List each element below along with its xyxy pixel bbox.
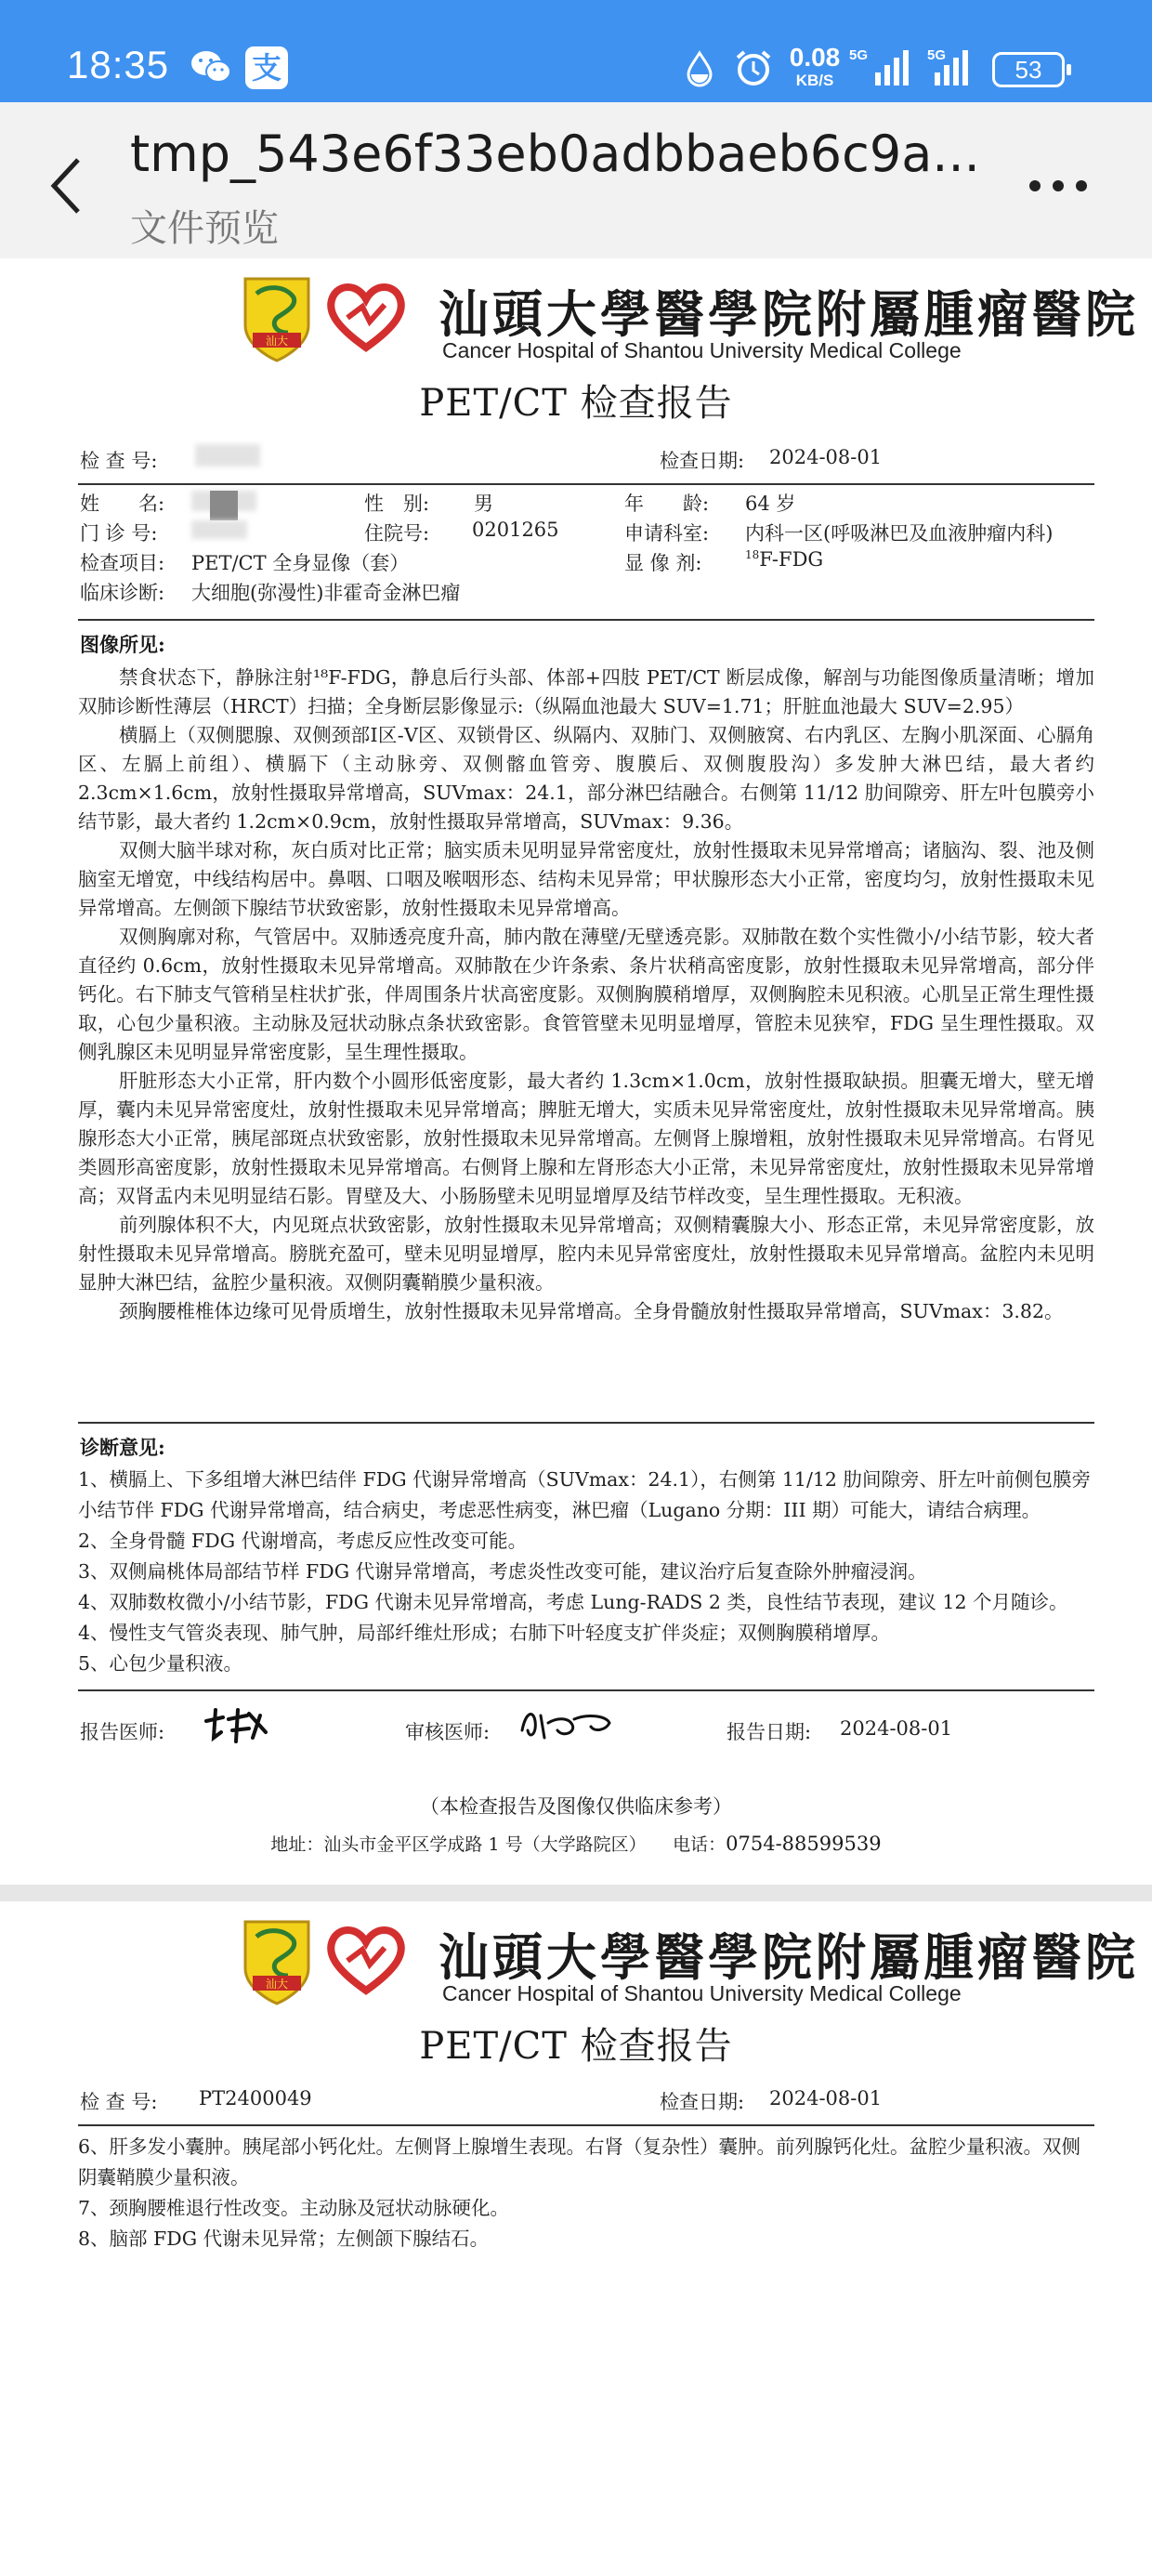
- divider: [78, 483, 1094, 485]
- hospital-header: [240, 1918, 1139, 2011]
- sex-value: 男: [474, 493, 493, 515]
- findings-heading: 图像所见:: [80, 633, 165, 656]
- drop-icon: [684, 50, 715, 92]
- dept-value: 内科一区(呼吸淋巴及血液肿瘤内科): [745, 522, 1054, 545]
- diagnosis-item: 7、颈胸腰椎退行性改变。主动脉及冠状动脉硬化。: [78, 2197, 510, 2219]
- title-bar: [0, 102, 1152, 258]
- diagnosis-item: 3、双侧扁桃体局部结节样 FDG 代谢异常增高，考虑炎性改变可能，建议治疗后复查除外肿瘤浸润。: [78, 1560, 927, 1583]
- diagnosis-item: 5、心包少量积液。: [78, 1652, 243, 1675]
- findings-paragraph: 肝脏形态大小正常，肝内数个小圆形低密度影，最大者约 1.3cm×1.0cm，放射性摄取缺损。胆囊无增大，壁无增厚，囊内未见异常密度灶，放射性摄取未见异常增高；脾脏无增大，实质未见异常密度灶，放射性摄取未见异常增高。胰腺形态大小正常，胰尾部斑点状致密影，放射性摄取未见异常增高。左侧肾上腺增粗，放射性摄取未见异常增高。右肾见类圆形高密度影，放射性摄取未见异常增高。右侧肾上腺和左肾形态大小正常，未见异常密度灶，放射性摄取未见异常增高；双肾盂内未见明显结石影。胃壁及大、小肠肠壁未见明显增厚及结节样改变，呈生理性摄取。无积液。: [78, 1070, 1094, 1207]
- signal-icon-2: [925, 46, 1000, 92]
- network-speed: 0.08 KB/S: [789, 43, 841, 89]
- report-date: 2024-08-01: [840, 1717, 953, 1740]
- inpatient-no-label: 住院号:: [364, 522, 430, 545]
- report-date-label: 报告日期:: [727, 1721, 812, 1743]
- exam-date-label: 检查日期:: [660, 450, 745, 472]
- hospital-header: [240, 275, 1139, 368]
- redacted-clinic-no: [191, 520, 247, 539]
- divider: [78, 619, 1094, 621]
- page-separator: [0, 1885, 1152, 1901]
- status-time: 18:35: [67, 43, 170, 86]
- more-dots-icon: [1026, 167, 1091, 204]
- back-arrow-icon: [41, 149, 97, 223]
- divider: [78, 1689, 1094, 1691]
- svg-text:5G: 5G: [927, 47, 947, 63]
- wechat-icon: [190, 48, 232, 90]
- exam-no: PT2400049: [199, 2087, 312, 2109]
- reporter-signature-icon: [201, 1704, 271, 1747]
- findings-body: [78, 664, 1094, 1326]
- clinic-no-label: 门 诊 号:: [80, 522, 158, 545]
- alarm-icon: [734, 48, 773, 92]
- signal-icon: [847, 46, 922, 92]
- reviewer-signature-icon: [517, 1702, 619, 1745]
- svg-text:5G: 5G: [849, 47, 869, 63]
- diagnosis-list-continued: [78, 2132, 1094, 2254]
- exam-no-label: 检 查 号:: [80, 450, 158, 472]
- exam-item-label: 检查项目:: [80, 552, 165, 574]
- exam-date: 2024-08-01: [769, 446, 883, 468]
- hospital-name-en: Cancer Hospital of Shantou University Medical College: [442, 1981, 962, 2005]
- agent-label: 显 像 剂:: [624, 552, 702, 574]
- hospital-name-cn: 汕頭大學醫學院附屬腫瘤醫院: [439, 284, 1139, 344]
- divider: [78, 2124, 1094, 2126]
- age-label: 年 龄:: [624, 493, 710, 515]
- exam-item: PET/CT 全身显像（套）: [191, 552, 410, 574]
- findings-paragraph: 双侧大脑半球对称，灰白质对比正常；脑实质未见明显异常密度灶，放射性摄取未见异常增高；诸脑沟、裂、池及侧脑室无增宽，中线结构居中。鼻咽、口咽及喉咽形态、结构未见异常；甲状腺形态大小正常，密度均匀，放射性摄取未见异常增高。左侧颌下腺结节状致密影，放射性摄取未见异常增高。: [78, 839, 1094, 919]
- report-title: PET/CT 检查报告: [419, 2025, 733, 2068]
- redacted-name: [210, 491, 238, 520]
- hospital-name-en: Cancer Hospital of Shantou University Medical College: [442, 338, 962, 362]
- document-page-2: [0, 1901, 1152, 2576]
- diagnosis-list: [78, 1465, 1094, 1679]
- diagnosis-item: 8、脑部 FDG 代谢未见异常；左侧颌下腺结石。: [78, 2228, 490, 2250]
- reporter-label: 报告医师:: [80, 1721, 165, 1743]
- reviewer-label: 审核医师:: [405, 1721, 491, 1743]
- divider: [78, 1422, 1094, 1424]
- status-bar: [0, 0, 1152, 102]
- diagnosis-item: 4、慢性支气管炎表现、肺气肿，局部纤维灶形成；右肺下叶轻度支扩伴炎症；双侧胸膜稍增厚。: [78, 1622, 891, 1644]
- svg-text:汕大: 汕大: [265, 1978, 289, 1991]
- name-label: 姓 名:: [80, 493, 165, 515]
- more-options-button[interactable]: [1026, 167, 1091, 204]
- file-title: tmp_543e6f33eb0adbbaeb6c9a...: [130, 125, 980, 183]
- redacted-exam-no: [195, 444, 260, 467]
- diagnosis-item: 6、肝多发小囊肿。胰尾部小钙化灶。左侧肾上腺增生表现。右肾（复杂性）囊肿。前列腺钙化灶。盆腔少量积液。双侧阴囊鞘膜少量积液。: [78, 2136, 1081, 2188]
- findings-paragraph: 横膈上（双侧腮腺、双侧颈部Ⅰ区-Ⅴ区、双锁骨区、纵隔内、双肺门、双侧腋窝、右内乳区、左胸小肌深面、心膈角区、左膈上前组）、横膈下（主动脉旁、双侧髂血管旁、腹膜后、双侧腹股沟）多发肿大淋巴结，最大者约2.3cm×1.6cm，放射性摄取异常增高，SUVmax：24.1，部分淋巴结融合。右侧第 11/12 肋间隙旁、肝左叶包膜旁小结节影，最大者约 1.2cm×0.9cm，放射性摄取异常增高，SUVmax：9.36。: [78, 724, 1094, 833]
- age-value: 64 岁: [745, 493, 796, 515]
- hospital-heart-logo-icon: [325, 281, 407, 353]
- file-subtitle: 文件预览: [130, 207, 279, 250]
- report-title: PET/CT 检查报告: [419, 382, 733, 425]
- clinical-diagnosis: 大细胞(弥漫性)非霍奇金淋巴瘤: [191, 582, 461, 604]
- diagnosis-item: 4、双肺数枚微小/小结节影，FDG 代谢未见异常增高，考虑 Lung-RADS 2 类，良性结节表现，建议 12 个月随诊。: [78, 1591, 1068, 1613]
- exam-no-label: 检 查 号:: [80, 2091, 158, 2113]
- footer-note: （本检查报告及图像仅供临床参考）: [420, 1795, 732, 1818]
- diagnosis-item: 2、全身骨髓 FDG 代谢增高，考虑反应性改变可能。: [78, 1530, 528, 1552]
- findings-paragraph: 双侧胸廓对称，气管居中。双肺透亮度升高，肺内散在薄壁/无壁透亮影。双肺散在数个实性微小/小结节影，较大者直径约 0.6cm，放射性摄取未见异常增高。双肺散在少许条索、条片状稍高密度影，放射性摄取未见异常增高，部分伴钙化。右下肺支气管稍呈柱状扩张，伴周围条片状高密度影。双侧胸膜稍增厚，双侧胸腔未见积液。心肌呈正常生理性摄取，心包少量积液。主动脉及冠状动脉点条状致密影。食管管壁未见明显增厚，管腔未见狭窄，FDG 呈生理性摄取。双侧乳腺区未见明显异常密度影，呈生理性摄取。: [78, 926, 1094, 1063]
- diagnosis-heading: 诊断意见:: [80, 1436, 165, 1459]
- exam-date-label: 检查日期:: [660, 2091, 745, 2113]
- dept-label: 申请科室:: [624, 522, 710, 545]
- alipay-icon: 支: [245, 46, 288, 89]
- exam-date: 2024-08-01: [769, 2087, 883, 2109]
- findings-paragraph: 禁食状态下，静脉注射¹⁸F-FDG，静息后行头部、体部+四肢 PET/CT 断层成像，解剖与功能图像质量清晰；增加双肺诊断性薄层（HRCT）扫描；全身断层影像显示:（纵隔血池最大 SUV=1.71；肝脏血池最大 SUV=2.95）: [78, 666, 1094, 717]
- clinical-diagnosis-label: 临床诊断:: [80, 582, 165, 604]
- diagnosis-item: 1、横膈上、下多组增大淋巴结伴 FDG 代谢异常增高（SUVmax：24.1），右侧第 11/12 肋间隙旁、肝左叶前侧包膜旁小结节伴 FDG 代谢异常增高，结合病史，考虑恶性病变，淋巴瘤（Lugano 分期：III 期）可能大，请结合病理。: [78, 1468, 1091, 1521]
- university-emblem-icon: [240, 1918, 314, 2007]
- footer-address: 地址：汕头市金平区学成路 1 号（大学路院区） 电话：0754-88599539: [270, 1833, 882, 1855]
- agent-value: $^{18}$F-FDG: [745, 548, 824, 571]
- hospital-name-cn: 汕頭大學醫學院附屬腫瘤醫院: [439, 1927, 1139, 1987]
- document-page-1: [0, 258, 1152, 1885]
- sex-label: 性 别:: [364, 493, 430, 515]
- back-button[interactable]: [41, 149, 97, 223]
- hospital-heart-logo-icon: [325, 1924, 407, 1996]
- findings-paragraph: 颈胸腰椎椎体边缘可见骨质增生，放射性摄取未见异常增高。全身骨髓放射性摄取异常增高，SUVmax：3.82。: [119, 1300, 1064, 1322]
- inpatient-no: 0201265: [472, 519, 559, 541]
- university-emblem-icon: [240, 275, 314, 364]
- svg-text:汕大: 汕大: [265, 335, 289, 348]
- battery-icon: 53: [992, 52, 1065, 87]
- findings-paragraph: 前列腺体积不大，内见斑点状致密影，放射性摄取未见异常增高；双侧精囊腺大小、形态正常，未见异常密度影，放射性摄取未见异常增高。膀胱充盈可，壁未见明显增厚，腔内未见异常密度灶，放射性摄取未见异常增高。盆腔内未见明显肿大淋巴结，盆腔少量积液。双侧阴囊鞘膜少量积液。: [78, 1214, 1094, 1294]
- footer-phone: 0754-88599539: [726, 1833, 882, 1855]
